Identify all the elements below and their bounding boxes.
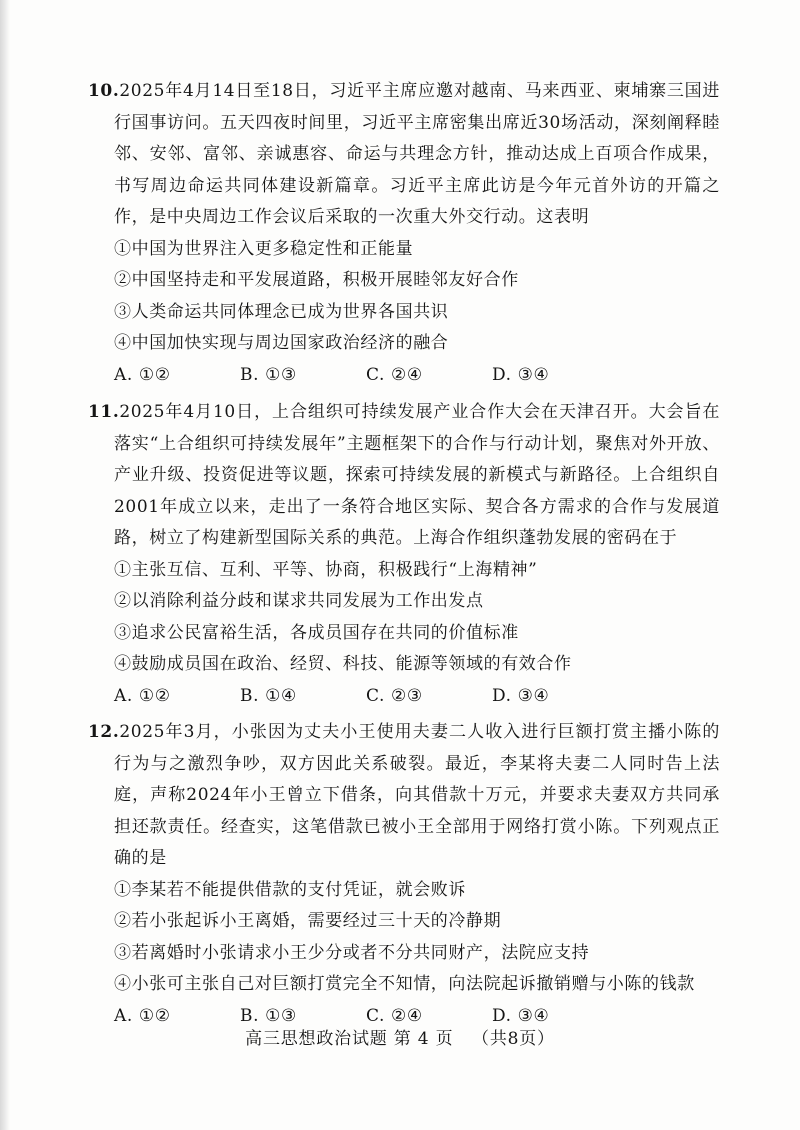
page-footer <box>0 1024 800 1049</box>
footer-title: 高三思想政治试题 <box>245 1029 388 1049</box>
question-12 <box>88 717 720 1032</box>
choice-b: B. ①④ <box>240 685 297 706</box>
choice-c: C. ②④ <box>366 364 423 385</box>
question-number: 10. <box>88 81 120 101</box>
choice-a: A. ①② <box>114 685 171 706</box>
question-stem <box>88 397 720 555</box>
choice-d: D. ③④ <box>492 364 550 385</box>
question-stem <box>88 76 720 234</box>
question-number: 12. <box>88 722 120 742</box>
footer-total-pages: （共8页） <box>472 1029 555 1049</box>
question-number: 11. <box>88 402 120 422</box>
option-item: ②以消除利益分歧和谋求共同发展为工作出发点 <box>114 591 484 611</box>
choice-d: D. ③④ <box>492 1005 550 1026</box>
option-item: ③人类命运共同体理念已成为世界各国共识 <box>114 301 449 322</box>
option-item: ④中国加快实现与周边国家政治经济的融合 <box>114 333 449 353</box>
question-stem <box>88 717 720 875</box>
option-item: ③若离婚时小张请求小王少分或者不分共同财产，法院应支持 <box>114 942 590 963</box>
option-item: ④鼓励成员国在政治、经贸、科技、能源等领域的有效合作 <box>114 654 572 674</box>
footer-page-number: 第 4 页 <box>393 1029 454 1049</box>
question-text: 2025年4月10日，上合组织可持续发展产业合作大会在天津召开。大会旨在落实“上合组织可持续发展年”主题框架下的合作与行动计划，聚焦对外开放、产业升级、投资促进等议题，探索可持续发展的新模式与新路径。上合组织自2001年成立以来，走出了一条符合地区实际、契合各方需求的合作与发展道路，树立了构建新型国际关系的典范。上海合作组织蓬勃发展的密码在于 <box>114 402 720 548</box>
option-item: ①主张互信、互利、平等、协商，积极践行“上海精神” <box>114 559 538 580</box>
option-item: ①中国为世界注入更多稳定性和正能量 <box>114 238 414 259</box>
question-text: 2025年4月14日至18日，习近平主席应邀对越南、马来西亚、柬埔寨三国进行国事访问。五天四夜时间里，习近平主席密集出席近30场活动，深刻阐释睦邻、安邻、富邻、亲诚惠容、命运与共理念方针，推动达成上百项合作成果，书写周边命运共同体建设新篇章。习近平主席此访是今年元首外访的开篇之作，是中央周边工作会议后采取的一次重大外交行动。这表明 <box>114 81 720 227</box>
choice-d: D. ③④ <box>492 685 550 706</box>
question-text: 2025年3月，小张因为丈夫小王使用夫妻二人收入进行巨额打赏主播小陈的行为与之激烈争吵，双方因此关系破裂。最近，李某将夫妻二人同时告上法庭，声称2024年小王曾立下借条，向其借款十万元，并要求夫妻双方共同承担还款责任。经查实，这笔借款已被小王全部用于网络打赏小陈。下列观点正确的是 <box>114 722 720 868</box>
choice-b: B. ①③ <box>240 1005 297 1026</box>
option-item: ②若小张起诉小王离婚，需要经过三十天的冷静期 <box>114 911 502 931</box>
choice-a: A. ①② <box>114 364 171 385</box>
option-item: ②中国坚持走和平发展道路，积极开展睦邻友好合作 <box>114 270 519 290</box>
choice-c: C. ②④ <box>366 1005 423 1026</box>
question-10 <box>88 76 720 391</box>
option-item: ③追求公民富裕生活，各成员国存在共同的价值标准 <box>114 622 519 643</box>
choice-b: B. ①③ <box>240 364 297 385</box>
scan-edge-shadow <box>0 0 10 1130</box>
choice-c: C. ②③ <box>366 685 423 706</box>
question-11 <box>88 397 720 712</box>
answer-choices <box>88 681 720 713</box>
option-item: ④小张可主张自己对巨额打赏完全不知情，向法院起诉撤销赠与小陈的钱款 <box>114 974 695 994</box>
choice-a: A. ①② <box>114 1005 171 1026</box>
answer-choices <box>88 360 720 392</box>
option-item: ①李某若不能提供借款的支付凭证，就会败诉 <box>114 879 466 900</box>
